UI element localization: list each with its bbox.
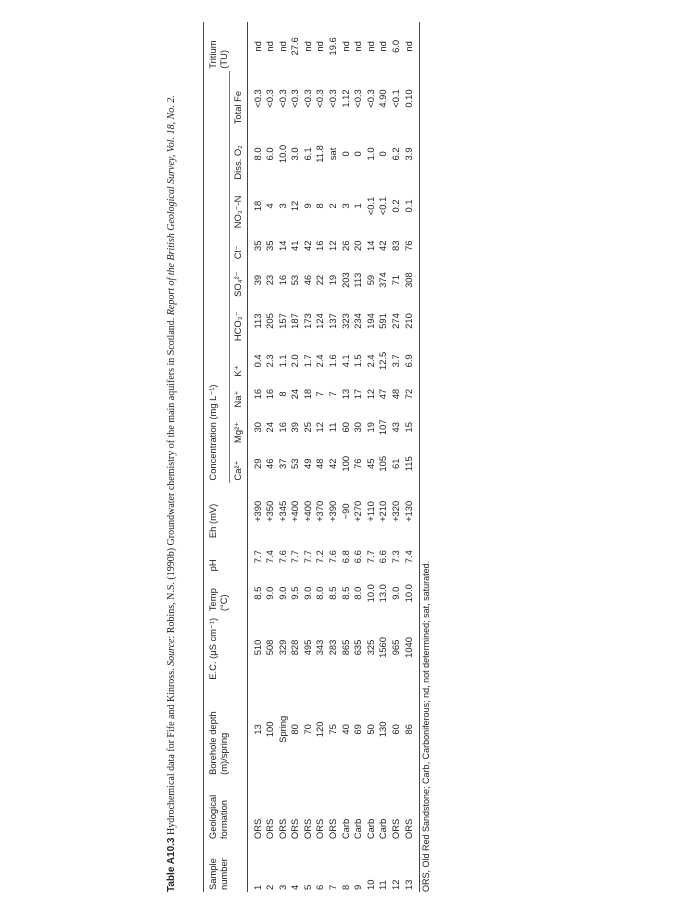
cell-k: 12.5 [377, 351, 389, 370]
header-so4: SO₄²⁻ [229, 261, 247, 299]
cell-total-fe: <0.3 [314, 89, 326, 108]
cell-temp: 13.0 [377, 584, 389, 603]
cell-cl: 42 [377, 240, 389, 251]
table-row [340, 22, 353, 892]
cell-hco3: 173 [301, 313, 313, 329]
cell-sample-number: 10 [364, 879, 376, 890]
cell-eh: +350 [264, 500, 276, 522]
cell-ca: 76 [352, 458, 364, 469]
caption-text: Hydrochemical data for Fife and Kinross. [166, 665, 177, 836]
cell-eh: +390 [327, 500, 339, 522]
cell-borehole-depth: Spring [276, 715, 288, 743]
cell-mg: 24 [264, 422, 276, 433]
cell-ca: 115 [403, 445, 420, 483]
cell-geological-formation: ORS [289, 818, 301, 840]
cell-ca: 42 [327, 458, 339, 469]
cell-total-fe: <0.1 [390, 89, 402, 108]
cell-cl: 14 [364, 240, 376, 251]
cell-geological-formation: ORS [301, 818, 313, 840]
cell-na: 47 [377, 388, 389, 400]
cell-k: 1.6 [327, 354, 339, 368]
cell-ec: 508 [264, 639, 276, 656]
cell-sample-number: 8 [339, 884, 351, 890]
cell-geological-formation: ORS [276, 818, 288, 840]
hydrochemical-table [203, 22, 420, 892]
cell-sample-number: 13 [403, 841, 420, 892]
cell-temp: 8.5 [339, 586, 351, 600]
cell-ph: 6.6 [352, 550, 364, 564]
cell-sample-number: 7 [327, 884, 339, 890]
cell-temp: 10.0 [403, 573, 420, 613]
cell-ca: 53 [289, 458, 301, 469]
cell-so4: 19 [327, 274, 339, 286]
cell-k: 0.4 [251, 354, 263, 368]
cell-mg: 30 [251, 422, 263, 433]
header-temp: Temp (°C) [204, 573, 230, 613]
cell-cl: 12 [327, 240, 339, 251]
cell-mg: 16 [276, 422, 288, 433]
cell-so4: 71 [390, 274, 402, 286]
caption-source: : Robins, N.S. (1990b) Groundwater chemistry of the main aquifers in Scotland. [166, 315, 177, 639]
cell-hco3: 210 [403, 299, 420, 343]
cell-sample-number: 4 [289, 884, 301, 890]
cell-ec: 329 [276, 639, 288, 656]
header-cl: Cl⁻ [229, 230, 247, 261]
cell-mg: 39 [289, 422, 301, 433]
cell-temp: 8.0 [352, 586, 364, 600]
cell-hco3: 187 [289, 313, 301, 329]
cell-sample-number: 5 [301, 884, 313, 890]
cell-eh: +390 [251, 500, 263, 522]
cell-ph: 7.7 [364, 550, 376, 564]
cell-ca: 46 [264, 458, 276, 469]
cell-ph: 6.8 [339, 550, 351, 564]
table-row [352, 22, 365, 892]
cell-total-fe: <0.3 [251, 89, 263, 108]
cell-no3-n: <0.1 [364, 196, 376, 216]
cell-hco3: 137 [327, 313, 339, 329]
cell-borehole-depth: 69 [352, 724, 364, 735]
cell-no3-n: 4 [264, 203, 276, 209]
cell-eh: +370 [314, 500, 326, 522]
cell-ph: 7.7 [251, 550, 263, 564]
table-row [302, 22, 315, 892]
cell-ec: 1560 [377, 637, 389, 658]
cell-k: 2.3 [264, 354, 276, 368]
cell-na: 7 [314, 391, 326, 397]
table-row [247, 22, 264, 892]
cell-temp: 9.5 [289, 586, 301, 600]
cell-ca: 100 [339, 455, 351, 472]
cell-cl: 41 [289, 240, 301, 251]
header-diss-o2: Diss. O₂ [229, 126, 247, 181]
cell-geological-formation: ORS [327, 818, 339, 840]
table-row [377, 22, 390, 892]
cell-ph: 7.6 [276, 550, 288, 564]
cell-ca: 61 [390, 458, 402, 469]
cell-total-fe: 4.90 [377, 89, 389, 108]
cell-ph: 7.6 [327, 550, 339, 564]
cell-no3-n: 9 [301, 203, 313, 209]
header-ca: Ca²⁺ [229, 445, 247, 483]
cell-cl: 83 [390, 240, 402, 251]
header-sample: Sample number [204, 841, 230, 892]
cell-k: 2.4 [314, 354, 326, 368]
cell-ph: 7.7 [301, 550, 313, 564]
cell-k: 4.1 [339, 354, 351, 368]
cell-diss-o2: 10.0 [276, 144, 288, 164]
cell-no3-n: 2 [327, 203, 339, 209]
cell-diss-o2: 6.2 [390, 147, 402, 161]
cell-diss-o2: 11.8 [314, 145, 326, 163]
cell-ec: 965 [390, 639, 402, 656]
cell-hco3: 194 [364, 313, 376, 329]
header-total-fe: Total Fe [229, 71, 247, 126]
cell-borehole-depth: 80 [289, 724, 301, 735]
cell-sample-number: 2 [264, 884, 276, 890]
cell-no3-n: 0.2 [390, 199, 402, 213]
cell-so4: 23 [264, 274, 276, 286]
cell-tritium: nd [314, 41, 326, 52]
cell-ca: 48 [314, 458, 326, 469]
header-ph: pH [204, 540, 230, 573]
cell-na: 24 [289, 388, 301, 400]
cell-na: 13 [339, 388, 351, 400]
cell-diss-o2: 6.0 [264, 147, 276, 161]
cell-diss-o2: 6.1 [301, 147, 313, 161]
cell-total-fe: <0.3 [289, 89, 301, 108]
header-geological-formation: Geological formation [204, 777, 230, 841]
cell-borehole-depth: 75 [327, 724, 339, 735]
cell-tritium: nd [377, 41, 389, 52]
cell-diss-o2: 8.0 [251, 147, 263, 161]
cell-mg: 30 [352, 422, 364, 433]
cell-cl: 35 [251, 240, 263, 251]
cell-na: 12 [364, 388, 376, 400]
cell-so4: 59 [364, 274, 376, 286]
cell-hco3: 274 [390, 313, 402, 329]
cell-cl: 76 [403, 230, 420, 261]
cell-so4: 203 [339, 272, 351, 288]
cell-geological-formation: Carb [377, 818, 389, 840]
cell-tritium: 27.6 [289, 37, 301, 56]
cell-mg: 43 [390, 422, 402, 433]
cell-tritium: nd [251, 41, 263, 52]
cell-hco3: 591 [377, 313, 389, 329]
cell-k: 1.1 [276, 354, 288, 368]
cell-temp: 9.0 [276, 586, 288, 600]
cell-borehole-depth: 60 [390, 724, 402, 735]
table-body [247, 22, 420, 892]
header-ec: E.C. (μS cm⁻¹) [204, 613, 230, 682]
table-footnote: ORS, Old Red Sandstone; Carb, Carboniferous; nd, not determined; sat, saturated. [421, 560, 431, 892]
cell-na: 18 [301, 388, 313, 400]
header-eh: Eh (mV) [204, 483, 230, 541]
cell-total-fe: <0.3 [301, 89, 313, 108]
cell-mg: 11 [327, 422, 339, 433]
table-row [314, 22, 327, 892]
cell-na: 17 [352, 388, 364, 400]
cell-ec: 343 [314, 639, 326, 656]
cell-no3-n: 3 [339, 203, 351, 209]
cell-k: 3.7 [390, 354, 402, 368]
cell-ec: 865 [339, 639, 351, 656]
cell-eh: +110 [364, 501, 376, 522]
cell-mg: 60 [339, 422, 351, 433]
cell-total-fe: <0.3 [327, 89, 339, 108]
cell-hco3: 124 [314, 313, 326, 329]
cell-eh: +270 [352, 500, 364, 522]
cell-geological-formation: ORS [251, 818, 263, 840]
cell-so4: 46 [301, 274, 313, 286]
header-mg: Mg²⁺ [229, 410, 247, 445]
cell-no3-n: 8 [314, 203, 326, 209]
cell-borehole-depth: 70 [301, 724, 313, 735]
cell-k: 1.5 [352, 354, 364, 368]
cell-diss-o2: 0 [339, 151, 351, 157]
cell-diss-o2: 3.0 [289, 147, 301, 161]
cell-total-fe: <0.3 [352, 89, 364, 108]
cell-tritium: 6.0 [390, 39, 402, 53]
cell-cl: 20 [352, 240, 364, 251]
cell-sample-number: 1 [251, 884, 263, 890]
cell-ec: 325 [364, 639, 376, 656]
cell-ph: 6.6 [377, 550, 389, 564]
table-caption [165, 22, 178, 892]
cell-geological-formation: Carb [352, 818, 364, 840]
cell-so4: 39 [251, 274, 263, 286]
cell-tritium: nd [352, 41, 364, 52]
cell-hco3: 113 [251, 313, 263, 329]
cell-cl: 42 [301, 240, 313, 251]
cell-tritium: nd [276, 41, 288, 52]
cell-total-fe: <0.3 [364, 89, 376, 108]
cell-hco3: 323 [339, 313, 351, 329]
cell-tritium: nd [264, 41, 276, 52]
cell-total-fe: <0.3 [276, 89, 288, 108]
cell-diss-o2: sat [327, 147, 339, 161]
cell-cl: 35 [264, 240, 276, 251]
cell-geological-formation: ORS [390, 818, 402, 840]
cell-diss-o2: 1.0 [364, 147, 376, 161]
cell-ca: 45 [364, 458, 376, 469]
cell-eh: −90 [339, 503, 351, 520]
cell-so4: 22 [314, 274, 326, 286]
cell-ec: 635 [352, 639, 364, 656]
cell-mg: 19 [364, 422, 376, 433]
cell-tritium: nd [301, 41, 313, 52]
table-row [264, 22, 277, 892]
cell-na: 48 [390, 388, 402, 400]
cell-diss-o2: 3.9 [403, 126, 420, 181]
cell-ca: 29 [251, 458, 263, 469]
cell-tritium: 19.6 [327, 37, 339, 56]
cell-temp: 8.5 [327, 586, 339, 600]
cell-ec: 283 [327, 639, 339, 656]
cell-diss-o2: 0 [377, 151, 389, 157]
cell-geological-formation: Carb [339, 818, 351, 840]
cell-mg: 15 [403, 410, 420, 445]
caption-source-label: Source [166, 638, 177, 666]
cell-no3-n: 0.1 [403, 182, 420, 231]
cell-sample-number: 9 [352, 884, 364, 890]
cell-ph: 7.7 [289, 550, 301, 564]
cell-no3-n: 1 [352, 203, 364, 209]
cell-borehole-depth: 100 [264, 721, 276, 738]
cell-tritium: nd [403, 22, 420, 71]
cell-borehole-depth: 50 [364, 724, 376, 735]
table-row [277, 22, 290, 892]
cell-borehole-depth: 130 [377, 721, 389, 738]
cell-tritium: nd [364, 41, 376, 52]
cell-sample-number: 12 [390, 879, 402, 890]
cell-diss-o2: 0 [352, 151, 364, 157]
cell-na: 16 [264, 388, 276, 400]
cell-no3-n: 3 [276, 203, 288, 209]
header-tritium: Tritium (TU) [204, 22, 230, 71]
cell-eh: +400 [289, 500, 301, 522]
cell-eh: +320 [390, 500, 402, 522]
cell-so4: 308 [403, 261, 420, 299]
cell-cl: 14 [276, 240, 288, 251]
cell-no3-n: <0.1 [377, 196, 389, 216]
cell-ph: 7.4 [403, 540, 420, 573]
cell-na: 7 [327, 391, 339, 397]
cell-total-fe: <0.3 [264, 89, 276, 108]
cell-temp: 8.0 [314, 586, 326, 600]
cell-hco3: 157 [276, 313, 288, 329]
cell-hco3: 234 [352, 313, 364, 329]
cell-eh: +210 [377, 500, 389, 522]
cell-ph: 7.3 [390, 550, 402, 564]
table-label: Table A10.3 [166, 837, 177, 892]
cell-hco3: 205 [264, 313, 276, 329]
cell-mg: 107 [377, 419, 389, 436]
cell-ph: 7.2 [314, 550, 326, 564]
cell-k: 1.7 [301, 354, 313, 368]
cell-eh: +400 [301, 500, 313, 522]
cell-borehole-depth: 86 [403, 682, 420, 777]
cell-na: 16 [251, 388, 263, 400]
cell-so4: 113 [352, 272, 364, 288]
cell-tritium: nd [339, 41, 351, 52]
cell-temp: 9.0 [390, 586, 402, 600]
cell-borehole-depth: 120 [314, 721, 326, 738]
cell-ec: 495 [301, 639, 313, 656]
table-row [365, 22, 378, 892]
cell-na: 72 [403, 379, 420, 410]
cell-total-fe: 1.12 [339, 89, 351, 108]
cell-mg: 25 [301, 422, 313, 433]
cell-ec: 1040 [403, 613, 420, 682]
cell-cl: 16 [314, 240, 326, 251]
header-borehole-depth: Borehole depth (m)/spring [204, 682, 230, 777]
cell-cl: 26 [339, 240, 351, 251]
cell-so4: 53 [289, 274, 301, 286]
table-row [327, 22, 340, 892]
cell-borehole-depth: 40 [339, 724, 351, 735]
cell-borehole-depth: 13 [251, 724, 263, 735]
header-k: K⁺ [229, 343, 247, 378]
cell-so4: 374 [377, 272, 389, 288]
table-row [390, 22, 403, 892]
cell-so4: 16 [276, 274, 288, 286]
cell-geological-formation: ORS [314, 818, 326, 840]
cell-geological-formation: ORS [264, 818, 276, 840]
cell-ec: 828 [289, 639, 301, 656]
cell-ca: 49 [301, 458, 313, 469]
cell-ph: 7.4 [264, 550, 276, 564]
cell-total-fe: 0.10 [403, 71, 420, 126]
table-row [403, 22, 420, 892]
header-hco3: HCO₃⁻ [229, 299, 247, 343]
cell-sample-number: 6 [314, 884, 326, 890]
rotated-table-page [165, 22, 495, 892]
cell-sample-number: 11 [377, 880, 389, 890]
cell-temp: 9.0 [264, 586, 276, 600]
cell-k: 6.9 [403, 343, 420, 378]
cell-eh: +130 [403, 483, 420, 541]
cell-temp: 10.0 [364, 584, 376, 603]
cell-k: 2.0 [289, 354, 301, 368]
cell-no3-n: 18 [251, 200, 263, 212]
cell-geological-formation: Carb [364, 818, 376, 840]
cell-na: 8 [276, 391, 288, 397]
cell-no3-n: 12 [289, 200, 301, 212]
cell-ca: 37 [276, 458, 288, 469]
header-na: Na⁺ [229, 379, 247, 410]
header-concentration: Concentration (mg L⁻¹) [204, 71, 230, 483]
cell-k: 2.4 [364, 354, 376, 368]
table-row [289, 22, 302, 892]
header-no3: NO₃⁻-N [229, 182, 247, 231]
cell-geological-formation: ORS [403, 777, 420, 841]
cell-mg: 12 [314, 422, 326, 433]
cell-ec: 510 [251, 639, 263, 656]
caption-journal: Report of the British Geological Survey, Vol. 18, No. 2. [166, 95, 177, 316]
cell-ca: 105 [377, 455, 389, 472]
cell-temp: 8.5 [251, 586, 263, 600]
cell-eh: +345 [276, 500, 288, 522]
cell-sample-number: 3 [276, 884, 288, 890]
cell-temp: 9.0 [301, 586, 313, 600]
